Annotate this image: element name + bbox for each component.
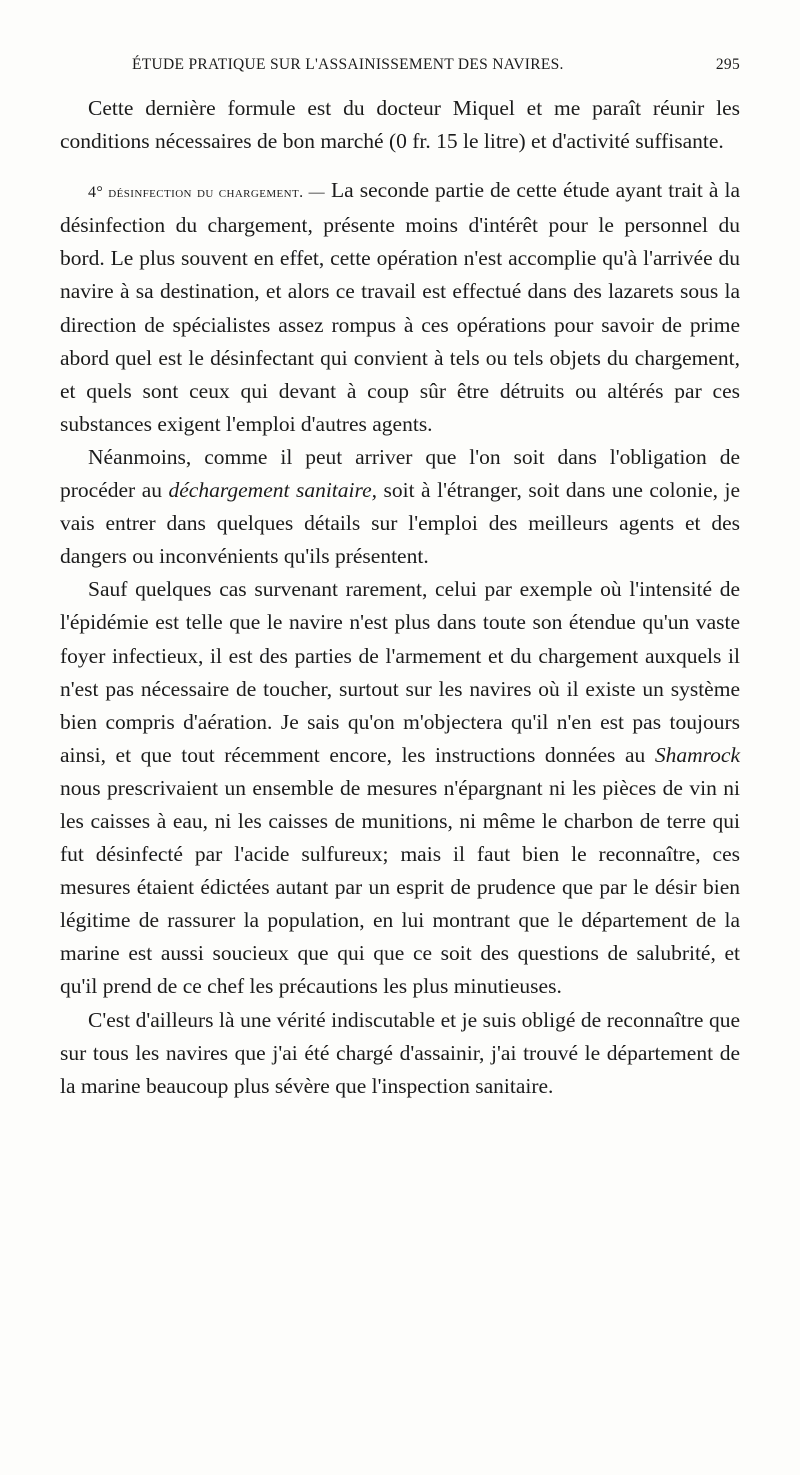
paragraph-1: [60, 92, 740, 158]
page-number: 295: [715, 56, 740, 73]
paragraph-5-text: C'est d'ailleurs là une vérité indiscutable et je suis obligé de reconnaître que sur tous les navires que j'ai été chargé d'assainir, j'ai trouvé le département de la marine beaucoup plus sévère que l'inspection sanitaire.: [60, 1007, 740, 1098]
paragraph-2: [60, 174, 740, 441]
page-body: [60, 92, 740, 1103]
paragraph-1-text: Cette dernière formule est du docteur Miquel et me paraît réunir les conditions nécessaires de bon marché (0 fr. 15 le litre) et d'activité suffisante.: [60, 96, 740, 154]
paragraph-5: [60, 1004, 740, 1103]
paragraph-4-text-a: Sauf quelques cas survenant rarement, celui par exemple où l'intensité de l'épidémie est telle que le navire n'est plus dans toute son étendue qu'un vaste foyer infectieux, il est des parties de l'armement et du chargement auxquels il n'est pas nécessaire de toucher, surtout sur les navires où il existe un système bien compris d'aération. Je sais qu'on m'objectera qu'il n'en est pas toujours ainsi, et que tout récemment encore, les instructions données au: [60, 577, 740, 767]
running-title: ÉTUDE PRATIQUE SUR L'ASSAINISSEMENT DES NAVIRES.: [132, 56, 564, 73]
ship-name: Shamrock: [654, 742, 741, 767]
paragraph-3-text-b: soit à l'étranger, soit dans une colonie, je vais entrer dans quelques détails sur l'emploi des meilleurs agents et des dangers ou inconvénients qu'ils présentent.: [60, 478, 741, 569]
paragraph-4-text-b: nous prescrivaient un ensemble de mesures n'épargnant ni les pièces de vin ni les caisses à eau, ni les caisses de munitions, ni même le charbon de terre qui fut désinfecté par l'acide sulfureux; mais il faut bien le reconnaître, ces mesures étaient édictées autant par un esprit de prudence que par le désir bien légitime de rassurer la population, en lui montrant que le département de la marine est aussi soucieux que qui que ce soit des questions de salubrité, et qu'il prend de ce chef les précautions les plus minutieuses.: [60, 775, 740, 999]
paragraph-2-text: La seconde partie de cette étude ayant trait à la désinfection du chargement, présente moins d'intérêt pour le personnel du bord. Le plus souvent en effet, cette opération n'est accomplie qu'à l'arrivée du navire à sa destination, et alors ce travail est effectué dans des lazarets sous la direction de spécialistes assez rompus à ces opérations pour savoir de prime abord quel est le désinfectant qui convient à tels ou tels objets du chargement, et quels sont ceux qui devant à coup sûr être détruits ou altérés par ces substances exigent l'emploi d'autres agents.: [60, 178, 740, 436]
paragraph-3: [60, 441, 740, 573]
paragraph-3-emphasis: déchargement sanitaire,: [168, 478, 377, 503]
paragraph-4: [60, 573, 740, 1003]
section-heading: 4° désinfection du chargement. —: [88, 184, 325, 202]
paragraph-3-text-a: Néanmoins, comme il peut arriver que l'on soit dans l'obligation de procéder au: [60, 444, 740, 503]
